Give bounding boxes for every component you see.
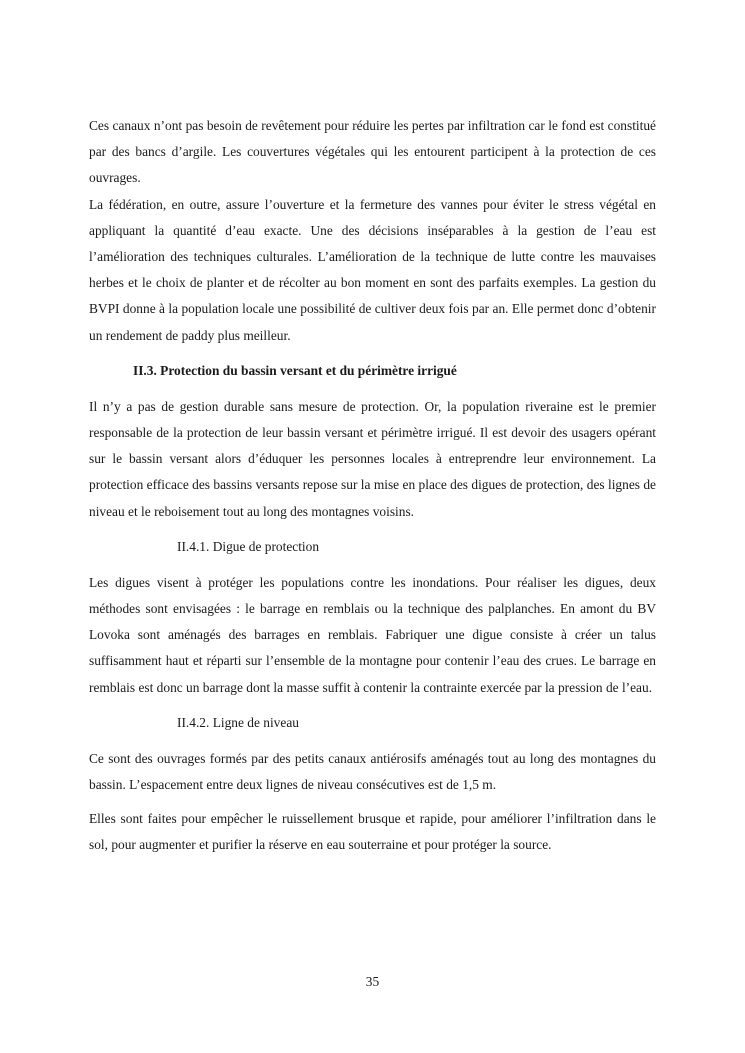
page-number: 35 (365, 974, 380, 989)
paragraph-federation: La fédération, en outre, assure l’ouverture et la fermeture des vannes pour éviter le stress végétal en appliquant la quantité d’eau exacte. Une des décisions inséparables à la gestion de l’eau est l’amélioration des techniques culturales. L’amélioration de la technique de lutte contre les mauvaises herbes et le choix de planter et de récolter au bon moment en sont des parfaits exemples. La gestion du BVPI donne à la population locale une possibilité de cultiver deux fois par an. Elle permet donc d’obtenir un rendement de paddy plus meilleur. (89, 196, 656, 343)
subsection-heading-ii42: II.4.2. Ligne de niveau (177, 714, 299, 730)
paragraph-ouvrages: Ce sont des ouvrages formés par des petits canaux antiérosifs aménagés tout au long des montagnes du bassin. L’espacement entre deux lignes de niveau consécutives est de 1,5 m. (89, 750, 656, 793)
paragraph-gestion-durable: Il n’y a pas de gestion durable sans mesure de protection. Or, la population riveraine est le premier responsable de la protection de leur bassin versant et périmètre irrigué. Il est devoir des usagers opérant sur le bassin versant alors d’éduquer les personnes locales à entreprendre leur environnement. La protection efficace des bassins versants repose sur la mise en place des digues de protection, des lignes de niveau et le reboisement tout au long des montagnes voisins. (89, 398, 656, 519)
paragraph-canaux: Ces canaux n’ont pas besoin de revêtement pour réduire les pertes par infiltration car le fond est constitué par des bancs d’argile. Les couvertures végétales qui les entourent participent à la protection de ces ouvrages. (89, 118, 656, 186)
section-heading-ii3: II.3. Protection du bassin versant et du périmètre irrigué (133, 362, 457, 378)
page-body (89, 113, 656, 859)
paragraph-ruissellement: Elles sont faites pour empêcher le ruissellement brusque et rapide, pour améliorer l’infiltration dans le sol, pour augmenter et purifier la réserve en eau souterraine et pour protéger la source. (89, 811, 656, 853)
subsection-heading-ii41: II.4.1. Digue de protection (177, 538, 320, 554)
paragraph-digues: Les digues visent à protéger les populations contre les inondations. Pour réaliser les digues, deux méthodes sont envisagées : le barrage en remblais ou la technique des palplanches. En amont du BV Lovoka sont aménagés des barrages en remblais. Fabriquer une digue consiste à créer un talus suffisamment haut et réparti sur l’ensemble de la montagne pour contenir l’eau des crues. Le barrage en remblais est donc un barrage dont la masse suffit à contenir la contrainte exercée par la pression de l’eau. (89, 574, 656, 695)
